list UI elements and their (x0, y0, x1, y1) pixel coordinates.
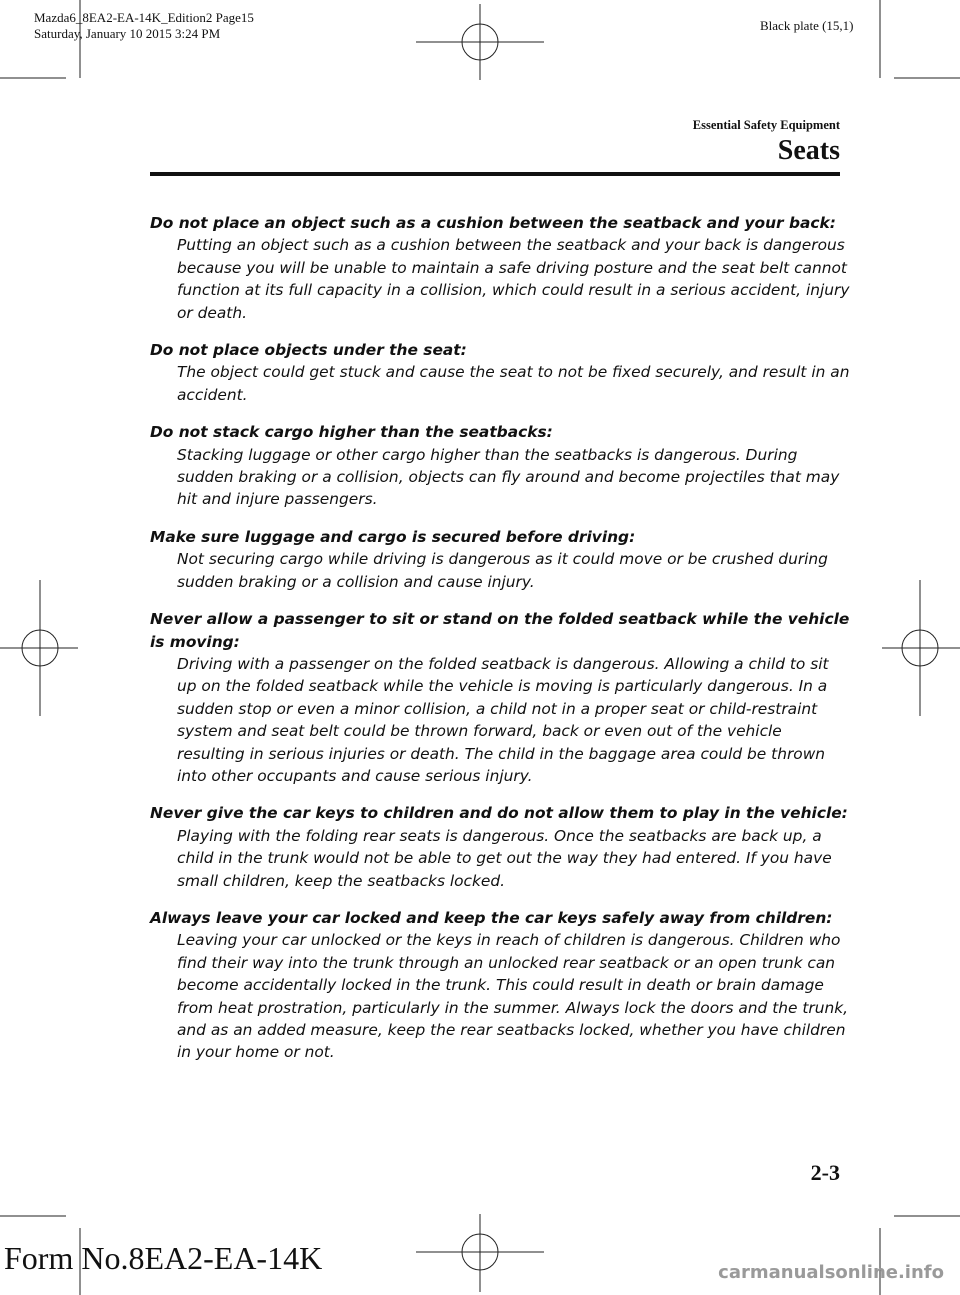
warning-heading: Do not place objects under the seat: (150, 341, 467, 360)
warning-body: Leaving your car unlocked or the keys in reach of children is dangerous. Children who find their way into the trunk through an unlocked rear seatback or an open trunk can become accidentally locked in the trunk. This could result in death or brain damage from heat prostration, particularly in the summer. Always lock the doors and the trunk, and as an added measure, keep the rear seatbacks locked, whether you have children in your home or not. (177, 931, 849, 1062)
warning-list (150, 212, 850, 1079)
warning-heading: Always leave your car locked and keep the car keys safely away from children: (150, 908, 833, 927)
warning-item (150, 421, 850, 511)
warning-body: Driving with a passenger on the folded seatback is dangerous. Allowing a child to sit up on the folded seatback while the vehicle is moving is particularly dangerous. In a sudden stop or even a minor collision, a child not in a proper seat or child-restraint system and seat belt could be thrown forward, back or even out of the vehicle resulting in serious injuries or death. The child in the baggage area could be thrown into other occupants and cause serious injury. (177, 654, 829, 785)
warning-heading: Never allow a passenger to sit or stand on the folded seatback while the vehicle is moving: (150, 610, 850, 651)
print-info (34, 10, 354, 42)
page-title: Seats (777, 135, 840, 166)
warning-body: Playing with the folding rear seats is dangerous. Once the seatbacks are back up, a child in the trunk would not be able to get out the way they had entered. If you have small children, keep the seatbacks locked. (177, 826, 832, 890)
page-number: 2-3 (810, 1160, 840, 1185)
warning-heading: Never give the car keys to children and do not allow them to play in the vehicle: (150, 804, 848, 823)
warning-body: Putting an object such as a cushion between the seatback and your back is dangerous because you will be unable to maintain a safe driving posture and the seat belt cannot function at its full capacity in a collision, which could result in a serious accident, injury or death. (177, 236, 850, 322)
warning-item (150, 526, 850, 593)
form-number: Form No.8EA2-EA-14K (4, 1240, 323, 1276)
section-subtitle: Essential Safety Equipment (692, 118, 840, 132)
warning-item (150, 339, 850, 406)
warning-body: The object could get stuck and cause the seat to not be fixed securely, and result in an accident. (177, 363, 850, 404)
plate-label: Black plate (15,1) (760, 18, 854, 33)
print-info-file: Mazda6_8EA2-EA-14K_Edition2 Page15 (34, 10, 254, 25)
watermark: carmanualsonline.info (718, 1262, 944, 1283)
warning-heading: Do not stack cargo higher than the seatbacks: (150, 423, 553, 442)
warning-item (150, 907, 850, 1064)
header-rule (150, 172, 840, 176)
warning-item (150, 212, 850, 324)
warning-item (150, 802, 850, 892)
warning-body: Stacking luggage or other cargo higher than the seatbacks is dangerous. During sudden braking or a collision, objects can fly around and become projectiles that may hit and injure passengers. (177, 445, 840, 509)
warning-body: Not securing cargo while driving is dangerous as it could move or be crushed during sudden braking or a collision and cause injury. (177, 550, 828, 591)
warning-heading: Do not place an object such as a cushion between the seatback and your back: (150, 214, 836, 232)
warning-item (150, 608, 850, 787)
warning-heading: Make sure luggage and cargo is secured before driving: (150, 527, 636, 546)
print-info-date: Saturday, January 10 2015 3:24 PM (34, 26, 221, 41)
